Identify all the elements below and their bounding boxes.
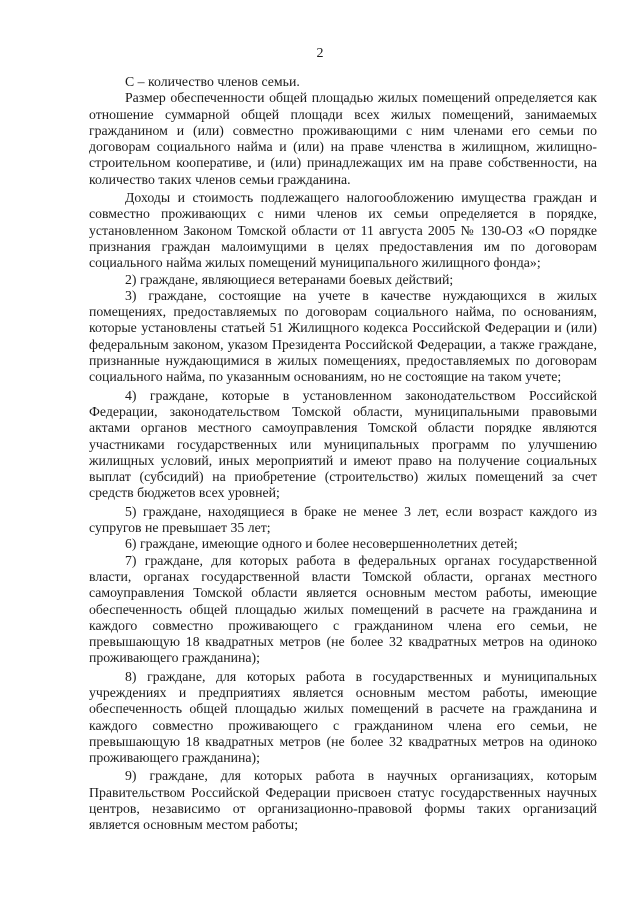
paragraph-income: Доходы и стоимость подлежащего налогообложению имущества граждан и совместно проживающих с ними членов их семьи определяется в порядке, установленном Законом Томской области от 11 августа 2005 № 130-ОЗ «О порядке признания граждан малоимущими в целях предоставления им по договорам социального найма жилых помещений муниципального жилищного фонда»;	[89, 190, 597, 271]
list-item-7: 7) граждане, для которых работа в федеральных органах государственной власти, органах государственной власти Томской области, органах местного самоуправления Томской области является основным местом работы, имеющие обеспеченность общей площадью жилых помещений в расчете на гражданина и каждого совместно проживающего с гражданином члена его семьи, не превышающую 18 квадратных метров (не более 32 квадратных метров на одиноко проживающего гражданина);	[89, 552, 597, 666]
list-item-6: 6) граждане, имеющие одного и более несовершеннолетних детей;	[125, 536, 518, 552]
list-item-4: 4) граждане, которые в установленном законодательством Российской Федерации, законодательством Томской области, муниципальными правовыми актами органов местного самоуправления Томской области порядке являются участниками государственных или муниципальных программ по улучшению жилищных условий, иных мероприятий и имеют право на получение социальных выплат (субсидий) на приобретение (строительство) жилых помещений за счет средств бюджетов всех уровней;	[89, 387, 597, 501]
list-item-3: 3) граждане, состоящие на учете в качестве нуждающихся в жилых помещениях, предоставляемых по договорам социального найма, по основаниям, которые установлены статьей 51 Жилищного кодекса Российской Федерации и (или) федеральным законом, указом Президента Российской Федерации, а также граждане, признанные нуждающимися в жилых помещениях, предоставляемых по договорам социального найма, по указанным основаниям, но не состоящие на таком учете;	[89, 287, 597, 385]
page-number: 2	[316, 46, 324, 61]
list-item-8: 8) граждане, для которых работа в государственных и муниципальных учреждениях и предприятиях является основным местом работы, имеющие обеспеченность общей площадью жилых помещений в расчете на гражданина и каждого совместно проживающего с гражданином члена его семьи, не превышающую 18 квадратных метров (не более 32 квадратных метров на одиноко проживающего гражданина);	[89, 668, 597, 766]
list-item-2: 2) граждане, являющиеся ветеранами боевых действий;	[125, 271, 454, 287]
list-item-5: 5) граждане, находящиеся в браке не менее 3 лет, если возраст каждого из супругов не превышает 35 лет;	[89, 503, 597, 536]
paragraph-area-definition: Размер обеспеченности общей площадью жилых помещений определяется как отношение суммарной общей площади всех жилых помещений, занимаемых гражданином и (или) совместно проживающими с ним членами его семьи по договорам социального найма и (или) на праве членства в жилищном, жилищно-строительном кооперативе, и (или) принадлежащих им на праве собственности, на количество таких членов семьи гражданина.	[89, 90, 597, 187]
paragraph-family-count: С – количество членов семьи.	[125, 74, 300, 89]
document-body	[89, 74, 597, 834]
list-item-9: 9) граждане, для которых работа в научных организациях, которым Правительством Российской Федерации присвоен статус государственных научных центров, независимо от организационно-правовой формы таких организаций является основным местом работы;	[89, 768, 597, 833]
